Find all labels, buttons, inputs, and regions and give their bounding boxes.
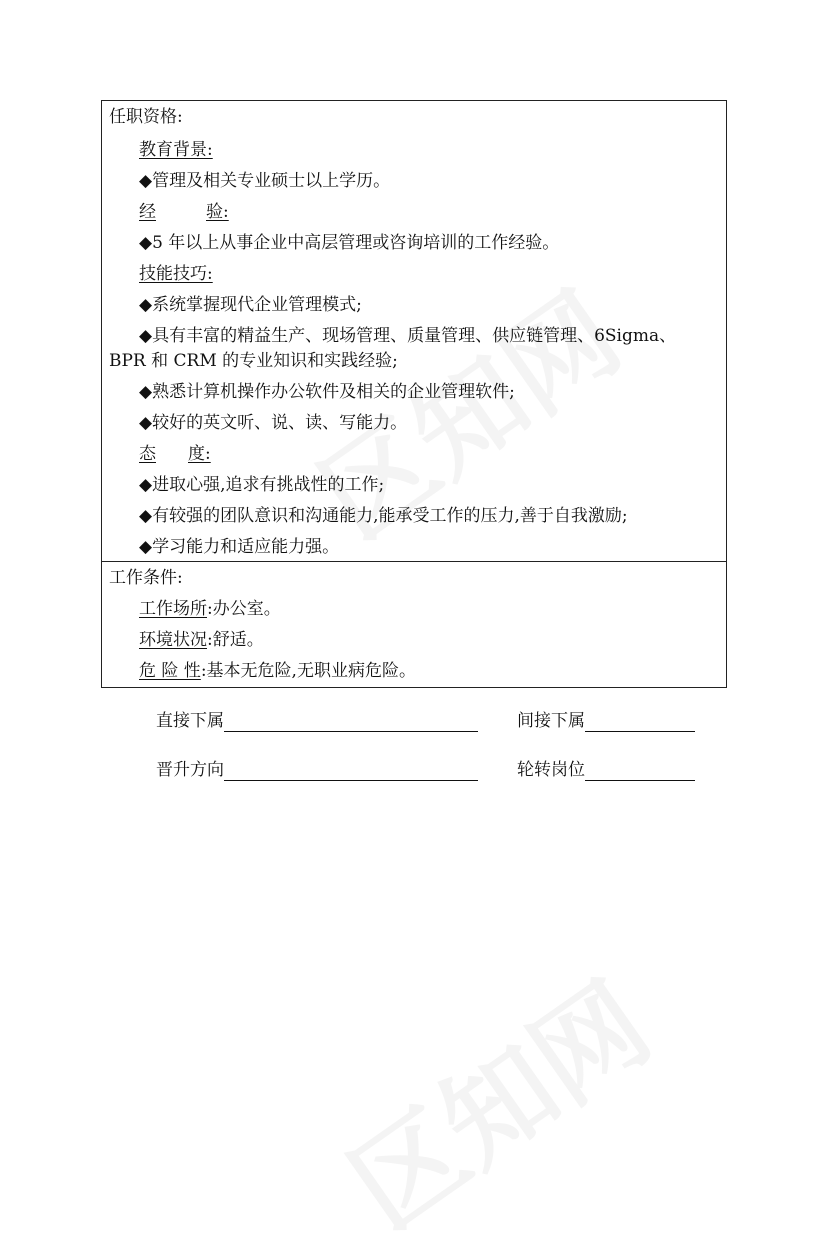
education-label: 教育背景:	[139, 140, 213, 160]
attitude-item: ◆有较强的团队意识和沟通能力,能承受工作的压力,善于自我激励;	[139, 506, 628, 526]
skills-item: ◆较好的英文听、说、读、写能力。	[139, 413, 408, 433]
rotation-row	[517, 759, 695, 781]
environment-label: 环境状况	[139, 630, 207, 650]
attitude-item: ◆进取心强,追求有挑战性的工作;	[139, 475, 385, 495]
skills-label: 技能技巧:	[139, 264, 213, 284]
environment-value: :舒适。	[207, 630, 264, 650]
environment-row	[109, 629, 264, 651]
conditions-section	[101, 561, 727, 688]
indirect-subordinate-row	[517, 710, 695, 732]
workplace-value: :办公室。	[207, 599, 281, 619]
education-item: ◆管理及相关专业硕士以上学历。	[139, 171, 391, 191]
indirect-subordinate-field[interactable]	[585, 712, 695, 732]
risk-label: 危 险 性	[139, 661, 201, 681]
workplace-label: 工作场所	[139, 599, 207, 619]
direct-subordinate-field[interactable]	[224, 712, 478, 732]
skills-item-continued: BPR 和 CRM 的专业知识和实践经验;	[109, 351, 398, 371]
qualifications-title: 任职资格:	[109, 107, 183, 127]
promotion-field[interactable]	[224, 761, 478, 781]
watermark	[315, 940, 676, 1258]
direct-subordinate-row	[156, 710, 478, 732]
indirect-subordinate-label: 间接下属	[517, 711, 585, 731]
risk-row	[109, 660, 416, 682]
skills-item: ◆系统掌握现代企业管理模式;	[139, 295, 362, 315]
rotation-label: 轮转岗位	[517, 760, 585, 780]
promotion-label: 晋升方向	[156, 760, 224, 780]
attitude-item: ◆学习能力和适应能力强。	[139, 537, 340, 557]
workplace-row	[109, 598, 281, 620]
skills-item: ◆熟悉计算机操作办公软件及相关的企业管理软件;	[139, 382, 515, 402]
promotion-row	[156, 759, 478, 781]
skills-item: ◆具有丰富的精益生产、现场管理、质量管理、供应链管理、6Sigma、	[139, 326, 677, 346]
experience-item: ◆5 年以上从事企业中高层管理或咨询培训的工作经验。	[139, 233, 560, 253]
experience-label: 经 验:	[139, 202, 229, 222]
attitude-label: 态 度:	[139, 444, 211, 464]
risk-value: :基本无危险,无职业病危险。	[200, 661, 416, 681]
conditions-title: 工作条件:	[109, 568, 183, 588]
qualifications-section	[101, 100, 727, 562]
rotation-field[interactable]	[585, 761, 695, 781]
direct-subordinate-label: 直接下属	[156, 711, 224, 731]
